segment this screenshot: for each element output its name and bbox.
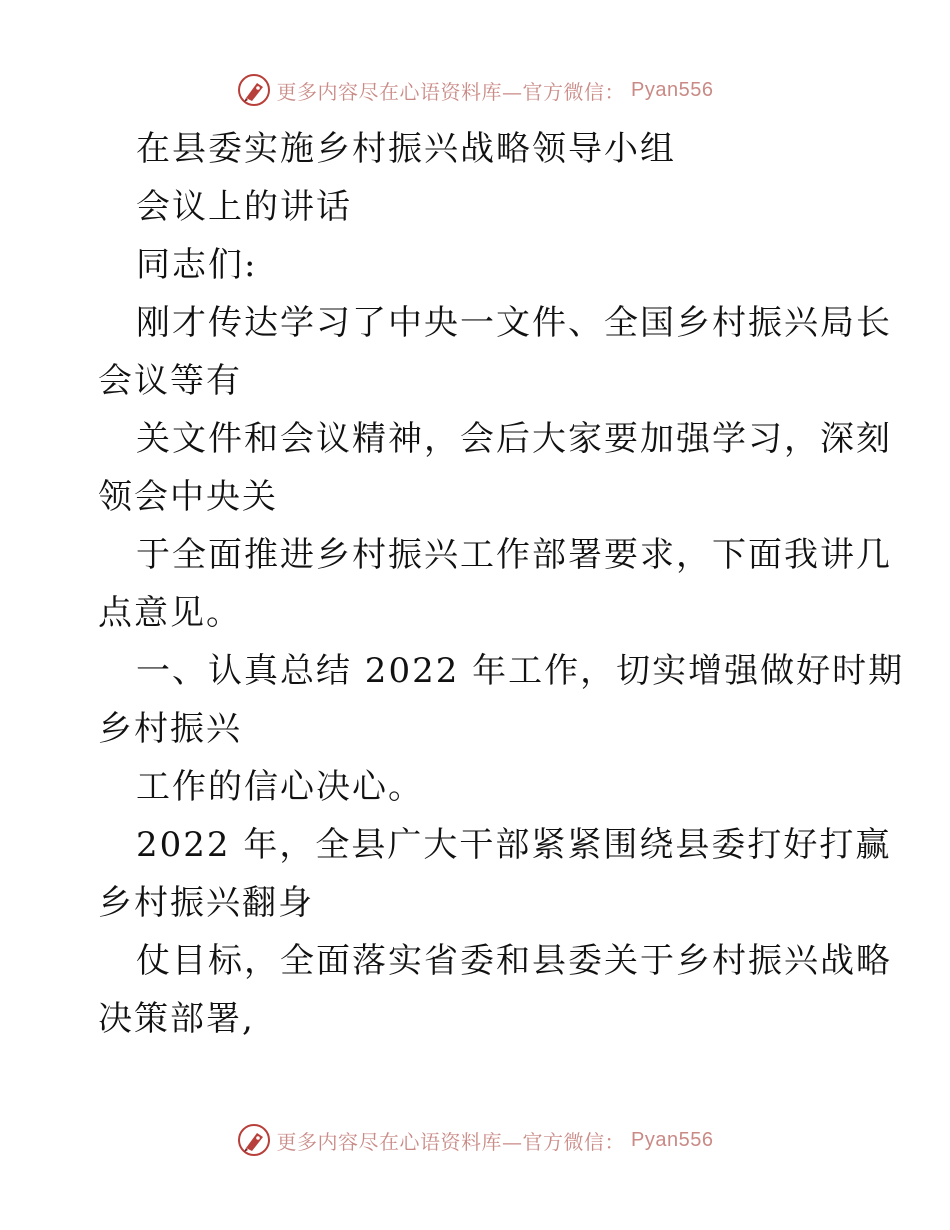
paragraph-line: 同志们: (136, 245, 258, 285)
paragraph-line: 关文件和会议精神，会后大家要加强学习，深刻 (136, 419, 892, 459)
paragraph-line: 工作的信心决心。 (136, 767, 424, 807)
paragraph-line: 会议上的讲话 (136, 187, 352, 227)
watermark-wechat-id: Pyan556 (631, 1128, 714, 1151)
pen-nib-icon (237, 73, 271, 107)
watermark-text: 更多内容尽在心语资料库—官方微信： (276, 1129, 626, 1154)
paragraph-line: 2022 年，全县广大干部紧紧围绕县委打好打赢 (136, 825, 892, 865)
paragraph-line: 乡村振兴翻身 (98, 883, 314, 923)
paragraph-line: 仗目标，全面落实省委和县委关于乡村振兴战略 (136, 941, 892, 981)
paragraph-line: 乡村振兴 (98, 709, 242, 749)
footer-watermark (0, 1120, 950, 1160)
watermark-text: 更多内容尽在心语资料库—官方微信： (276, 79, 626, 104)
header-watermark (0, 70, 950, 110)
paragraph-line: 刚才传达学习了中央一文件、全国乡村振兴局长 (136, 303, 892, 343)
paragraph-line: 一、认真总结 2022 年工作，切实增强做好时期 (136, 651, 905, 691)
watermark-wechat-id: Pyan556 (631, 78, 714, 101)
paragraph-line: 领会中央关 (98, 477, 278, 517)
paragraph-line: 于全面推进乡村振兴工作部署要求，下面我讲几 (136, 535, 892, 575)
paragraph-line: 会议等有 (98, 361, 242, 401)
pen-nib-icon (237, 1123, 271, 1157)
paragraph-line: 点意见。 (98, 593, 242, 633)
paragraph-line: 在县委实施乡村振兴战略领导小组 (136, 129, 676, 169)
document-body (98, 120, 905, 1048)
paragraph-line: 决策部署, (98, 999, 255, 1039)
